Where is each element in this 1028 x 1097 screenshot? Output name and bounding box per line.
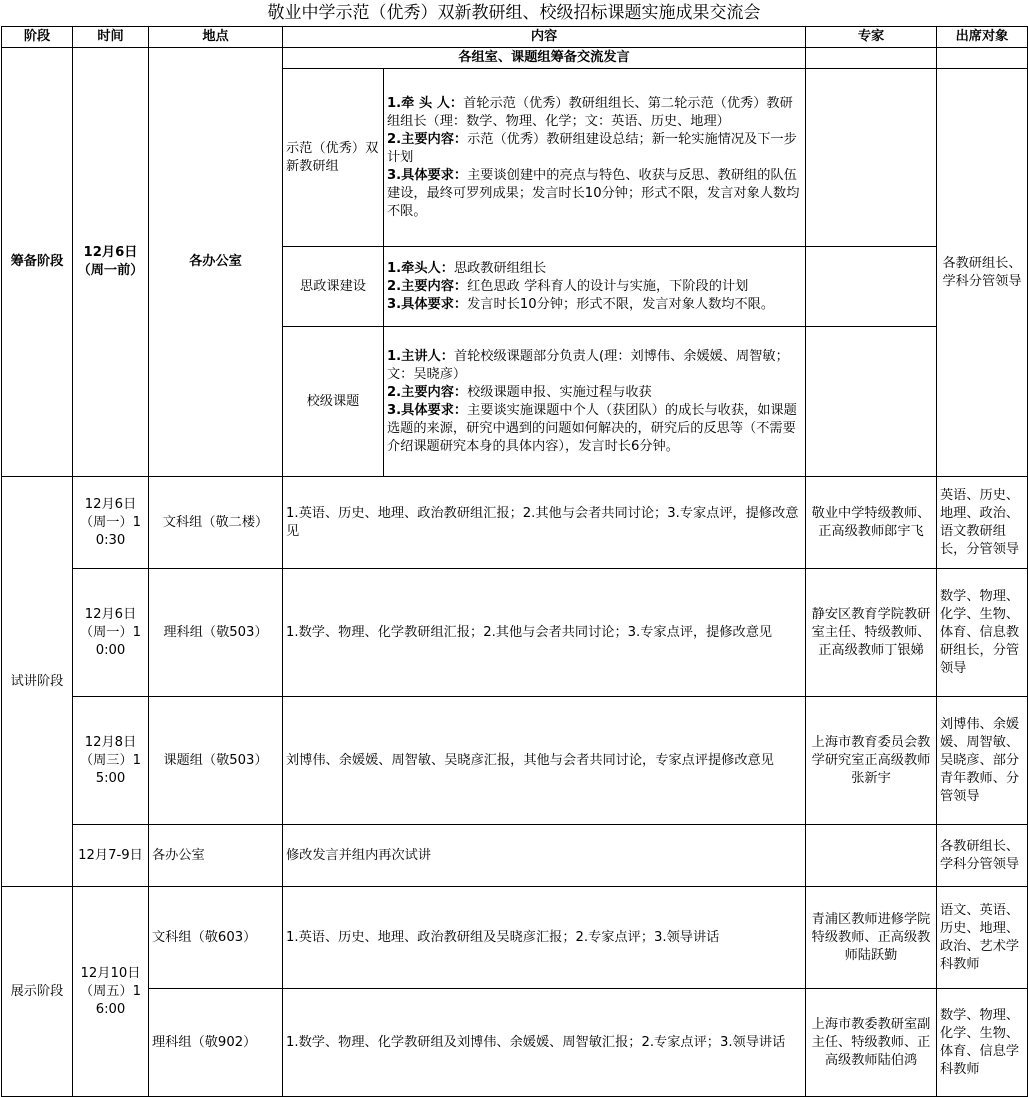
header-row (2, 27, 1028, 48)
prep-2-label-3: 3.具体要求： (387, 296, 468, 312)
page-title: 敬业中学示范（优秀）双新教研组、校级招标课题实施成果交流会 (267, 3, 761, 23)
trial-stage: 试讲阶段 (2, 477, 73, 887)
prep-stage: 筹备阶段 (2, 48, 73, 477)
header-time: 时间 (73, 27, 149, 48)
prep-detail-3 (384, 327, 806, 477)
prep-1-label-2: 2.主要内容： (387, 131, 468, 147)
prep-2-label-1: 1.牵头人： (387, 260, 454, 276)
header-attendees: 出席对象 (937, 27, 1028, 48)
prep-3-expert (806, 327, 937, 477)
trial-row-4 (2, 825, 1028, 887)
prep-1-text-3: 主要谈创建中的亮点与特色、收获与反思、教研组的队伍建设，最终可罗列成果；发言时长10分钟；形式不限，发言对象人数均不限。 (387, 167, 800, 219)
prep-subheader-row (2, 48, 1028, 69)
prep-3-text-3: 主要谈实施课题中个人（获团队）的成长与收获，如课题选题的来源，研究中遇到的问题如何解决的，研究后的反思等（不需要介绍课题研究本身的具体内容），发言时长6分钟。 (387, 402, 797, 454)
show-stage: 展示阶段 (2, 887, 73, 1097)
trial-3-content: 刘博伟、余媛媛、周智敏、吴晓彦汇报，其他与会者共同讨论，专家点评提修改意见 (283, 697, 806, 825)
prep-1-expert (806, 69, 937, 247)
header-stage: 阶段 (2, 27, 73, 48)
trial-4-attendees: 各教研组长、学科分管领导 (937, 825, 1028, 887)
trial-2-place: 理科组（敬503） (149, 569, 283, 697)
show-row-1 (2, 887, 1028, 989)
trial-1-place: 文科组（敬二楼） (149, 477, 283, 569)
trial-4-expert (806, 825, 937, 887)
trial-4-content: 修改发言并组内再次试讲 (283, 825, 806, 887)
show-1-attendees: 语文、英语、历史、地理、政治、艺术学科教师 (937, 887, 1028, 989)
prep-attendees: 各教研组长、学科分管领导 (937, 69, 1028, 477)
prep-1-text-1: 首轮示范（优秀）教研组组长、第二轮示范（优秀）教研组组长（理：数学、物理、化学；文：英语、历史、地理） (387, 95, 793, 129)
trial-2-content: 1.数学、物理、化学教研组汇报；2.其他与会者共同讨论；3.专家点评，提修改意见 (283, 569, 806, 697)
prep-topic-1: 示范（优秀）双新教研组 (283, 69, 384, 247)
trial-1-attendees: 英语、历史、地理、政治、语文教研组长，分管领导 (937, 477, 1028, 569)
show-row-2 (2, 989, 1028, 1097)
prep-1-text-2: 示范（优秀）教研组建设总结；新一轮实施情况及下一步计划 (387, 131, 797, 165)
prep-2-label-2: 2.主要内容： (387, 278, 468, 294)
prep-topic-2: 思政课建设 (283, 247, 384, 327)
trial-row-2 (2, 569, 1028, 697)
prep-3-label-3: 3.具体要求： (387, 402, 468, 418)
show-2-expert: 上海市教委教研室副主任、特级教师、正高级教师陆伯鸿 (806, 989, 937, 1097)
prep-2-expert (806, 247, 937, 327)
trial-3-expert: 上海市教育委员会教学研究室正高级教师张新宇 (806, 697, 937, 825)
trial-2-expert: 静安区教育学院教研室主任、特级教师、正高级教师丁银娣 (806, 569, 937, 697)
prep-attendees-blank (937, 48, 1028, 69)
trial-2-time: 12月6日（周一）10:00 (73, 569, 149, 697)
prep-expert-blank (806, 48, 937, 69)
header-expert: 专家 (806, 27, 937, 48)
prep-place: 各办公室 (149, 48, 283, 477)
trial-row-3 (2, 697, 1028, 825)
schedule-table (1, 26, 1028, 1097)
trial-4-place: 各办公室 (149, 825, 283, 887)
show-time: 12月10日（周五）16:00 (73, 887, 149, 1097)
show-1-content: 1.英语、历史、地理、政治教研组及吴晓彦汇报；2.专家点评；3.领导讲话 (283, 887, 806, 989)
header-place: 地点 (149, 27, 283, 48)
prep-topic-3: 校级课题 (283, 327, 384, 477)
trial-1-expert: 敬业中学特级教师、正高级教师郎宇飞 (806, 477, 937, 569)
header-content: 内容 (283, 27, 806, 48)
prep-2-text-2: 红色思政 学科育人的设计与实施，下阶段的计划 (467, 278, 749, 294)
show-2-place: 理科组（敬902） (149, 989, 283, 1097)
trial-3-place: 课题组（敬503） (149, 697, 283, 825)
trial-row-1 (2, 477, 1028, 569)
prep-1-label-1: 1.牵 头 人： (387, 95, 464, 111)
trial-3-attendees: 刘博伟、余媛媛、周智敏、吴晓彦、部分青年教师、分管领导 (937, 697, 1028, 825)
prep-2-text-3: 发言时长10分钟；形式不限，发言对象人数均不限。 (467, 296, 775, 312)
trial-1-time: 12月6日（周一）10:30 (73, 477, 149, 569)
show-1-expert: 青浦区教师进修学院特级教师、正高级教师陆跃勤 (806, 887, 937, 989)
trial-2-attendees: 数学、物理、化学、生物、体育、信息教研组长，分管领导 (937, 569, 1028, 697)
prep-subheader: 各组室、课题组筹备交流发言 (283, 48, 806, 69)
trial-3-time: 12月8日（周三）15:00 (73, 697, 149, 825)
prep-detail-2 (384, 247, 806, 327)
show-1-place: 文科组（敬603） (149, 887, 283, 989)
show-2-attendees: 数学、物理、化学、生物、体育、信息学科教师 (937, 989, 1028, 1097)
prep-3-text-2: 校级课题申报、实施过程与收获 (467, 384, 652, 400)
trial-4-time: 12月7-9日 (73, 825, 149, 887)
prep-time: 12月6日（周一前） (73, 48, 149, 477)
prep-3-text-1: 首轮校级课题部分负责人(理：刘博伟、余媛媛、周智敏；文：吴晓彦） (387, 348, 789, 382)
trial-1-content: 1.英语、历史、地理、政治教研组汇报；2.其他与会者共同讨论；3.专家点评，提修改意见 (283, 477, 806, 569)
prep-3-label-2: 2.主要内容： (387, 384, 468, 400)
prep-detail-1 (384, 69, 806, 247)
prep-1-label-3: 3.具体要求： (387, 167, 468, 183)
show-2-content: 1.数学、物理、化学教研组及刘博伟、余媛媛、周智敏汇报；2.专家点评；3.领导讲话 (283, 989, 806, 1097)
prep-2-text-1: 思政教研组组长 (453, 260, 547, 276)
prep-3-label-1: 1.主讲人： (387, 348, 454, 364)
